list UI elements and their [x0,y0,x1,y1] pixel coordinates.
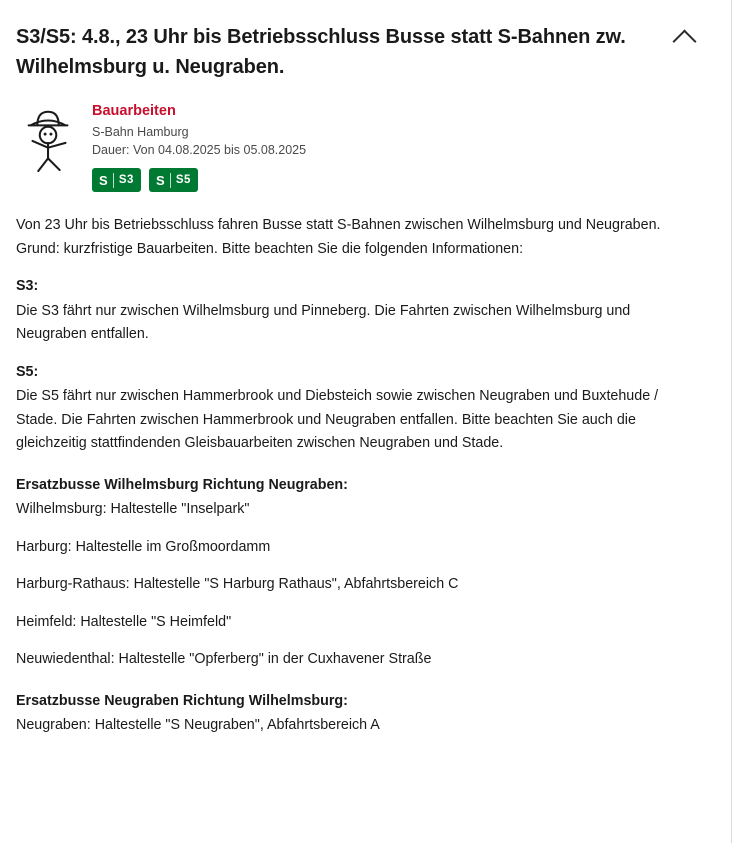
dir2-heading: Ersatzbusse Neugraben Richtung Wilhelmsburg: [16,692,348,709]
construction-worker-icon [16,102,82,172]
s5-paragraph: Die S5 fährt nur zwischen Hammerbrook und Diebsteich sowie zwischen Neugraben und Buxtehude / Stade. Die Fahrten zwischen Hammerbrook und Neugraben entfallen. Bitte beachten Sie auch die gleichzeitig stattfindenden Gleisbauarbeiten zwischen Neugraben und Stade. [16,388,659,451]
duration-label: Dauer: Von 04.08.2025 bis 05.08.2025 [92,143,307,157]
operator-label: S-Bahn Hamburg [92,125,189,139]
category-label: Bauarbeiten [92,103,176,119]
dir1-stop-5: Neuwiedenthal: Haltestelle "Opferberg" in der Cuxhavener Straße [16,651,432,667]
line-badge-s5[interactable] [149,168,198,192]
line-badge-s3[interactable] [92,168,141,192]
intro-paragraph: Von 23 Uhr bis Betriebsschluss fahren Busse statt S-Bahnen zwischen Wilhelmsburg und Neugraben. Grund: kurzfristige Bauarbeiten. Bitte beachten Sie die folgenden Informationen: [16,217,661,257]
badge-separator [113,173,114,188]
dir1-stop-1: Wilhelmsburg: Haltestelle "Inselpark" [16,501,250,517]
line-badge-prefix: S [99,172,108,188]
badge-separator [170,173,171,188]
meta-text [92,100,306,192]
line-badge-number: S3 [118,174,134,186]
meta-block [16,100,701,192]
s3-paragraph: Die S3 fährt nur zwischen Wilhelmsburg und Pinneberg. Die Fahrten zwischen Wilhelmsburg und Neugraben entfallen. [16,302,631,342]
dir1-stop-4: Heimfeld: Haltestelle "S Heimfeld" [16,613,232,630]
chevron-up-glyph [672,29,696,53]
line-badge-number: S5 [175,174,191,186]
chevron-up-icon[interactable] [667,22,701,56]
s3-heading: S3: [16,278,39,294]
dir1-stop-2: Harburg: Haltestelle im Großmoordamm [16,538,271,555]
s5-heading: S5: [16,363,39,380]
dir1-heading: Ersatzbusse Wilhelmsburg Richtung Neugraben: [16,476,348,493]
dir1-stop-3: Harburg-Rathaus: Haltestelle "S Harburg Rathaus", Abfahrtsbereich C [16,576,459,592]
dir2-stop-1: Neugraben: Haltestelle "S Neugraben", Abfahrtsbereich A [16,717,380,733]
page-title: S3/S5: 4.8., 23 Uhr bis Betriebsschluss Busse statt S-Bahnen zw. Wilhelmsburg u. Neugraben. [16,26,626,78]
card-header [16,16,701,82]
disruption-body [16,214,701,738]
line-badges [92,168,306,192]
line-badge-prefix: S [155,172,165,188]
